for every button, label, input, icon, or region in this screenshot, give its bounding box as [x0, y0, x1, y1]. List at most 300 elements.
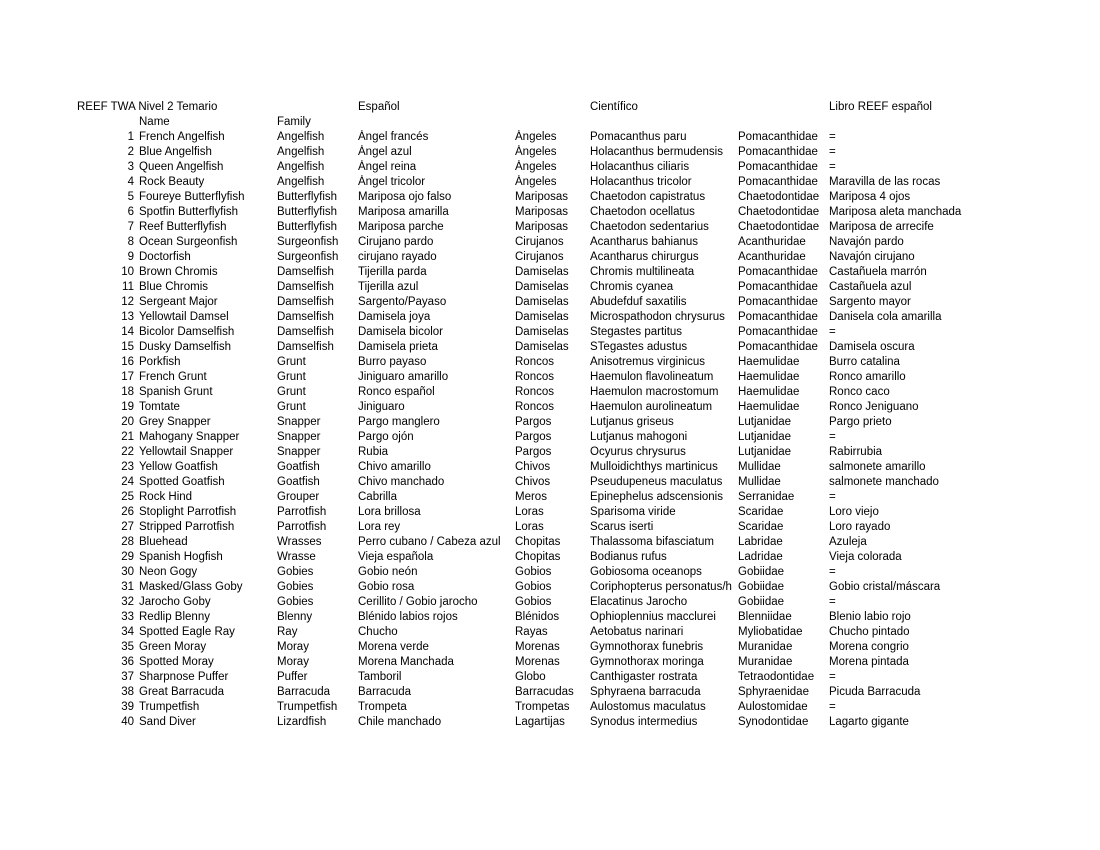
scientific-name-cell: Chaetodon ocellatus — [590, 206, 695, 218]
table-row — [0, 160, 1100, 175]
reef-book-name-cell: Castañuela azul — [829, 281, 912, 293]
table-row — [0, 505, 1100, 520]
row-number-cell: 38 — [121, 686, 134, 698]
spanish-family-cell: Damiselas — [515, 341, 569, 353]
libro-header: Libro REEF español — [829, 101, 932, 113]
table-row — [0, 370, 1100, 385]
family-cell: Grunt — [277, 371, 306, 383]
row-number-cell: 24 — [121, 476, 134, 488]
table-row — [0, 640, 1100, 655]
scientific-name-cell: Holacanthus ciliaris — [590, 161, 690, 173]
scientific-name-cell: Coriphopterus personatus/h — [590, 581, 732, 593]
common-name-cell: Blue Chromis — [139, 281, 209, 293]
common-name-cell: Sharpnose Puffer — [139, 671, 229, 683]
reef-book-name-cell: = — [829, 566, 836, 578]
scientific-family-cell: Muranidae — [738, 641, 793, 653]
spanish-family-cell: Meros — [515, 491, 547, 503]
scientific-family-cell: Chaetodontidae — [738, 221, 820, 233]
table-row — [0, 415, 1100, 430]
table-row — [0, 235, 1100, 250]
spanish-name-cell: Lora rey — [358, 521, 401, 533]
spanish-name-cell: Vieja española — [358, 551, 434, 563]
table-row — [0, 325, 1100, 340]
spanish-name-cell: Lora brillosa — [358, 506, 421, 518]
spanish-name-cell: Pargo ojón — [358, 431, 414, 443]
spanish-family-cell: Chivos — [515, 476, 551, 488]
table-row — [0, 595, 1100, 610]
row-number-cell: 33 — [121, 611, 134, 623]
reef-book-name-cell: Mariposa de arrecife — [829, 221, 934, 233]
reef-book-name-cell: Ronco Jeniguano — [829, 401, 919, 413]
scientific-name-cell: Microspathodon chrysurus — [590, 311, 725, 323]
spanish-family-cell: Ángeles — [515, 146, 557, 158]
row-number-cell: 18 — [121, 386, 134, 398]
common-name-cell: Stripped Parrotfish — [139, 521, 235, 533]
table-row — [0, 220, 1100, 235]
scientific-name-cell: Haemulon flavolineatum — [590, 371, 714, 383]
spanish-name-cell: Blénido labios rojos — [358, 611, 458, 623]
scientific-family-cell: Ladridae — [738, 551, 783, 563]
common-name-cell: Grey Snapper — [139, 416, 211, 428]
common-name-cell: Masked/Glass Goby — [139, 581, 243, 593]
family-cell: Angelfish — [277, 146, 325, 158]
scientific-family-cell: Gobiidae — [738, 581, 785, 593]
table-row — [0, 265, 1100, 280]
scientific-family-cell: Pomacanthidae — [738, 296, 818, 308]
row-number-cell: 17 — [121, 371, 134, 383]
spanish-family-cell: Gobios — [515, 566, 552, 578]
scientific-name-cell: Scarus iserti — [590, 521, 654, 533]
common-name-cell: Spotted Goatfish — [139, 476, 225, 488]
table-row — [0, 250, 1100, 265]
spanish-family-cell: Chopitas — [515, 536, 561, 548]
spanish-family-cell: Globo — [515, 671, 546, 683]
header-row-1 — [0, 100, 1100, 115]
reef-book-name-cell: Morena pintada — [829, 656, 909, 668]
reef-book-name-cell: Picuda Barracuda — [829, 686, 921, 698]
scientific-name-cell: Haemulon macrostomum — [590, 386, 719, 398]
spanish-family-cell: Morenas — [515, 656, 560, 668]
spanish-name-cell: cirujano rayado — [358, 251, 437, 263]
common-name-cell: Rock Beauty — [139, 176, 205, 188]
scientific-family-cell: Gobiidae — [738, 596, 785, 608]
scientific-family-cell: Myliobatidae — [738, 626, 803, 638]
row-number-cell: 9 — [127, 251, 134, 263]
scientific-family-cell: Chaetodontidae — [738, 206, 820, 218]
scientific-family-cell: Pomacanthidae — [738, 131, 818, 143]
spanish-name-cell: Trompeta — [358, 701, 407, 713]
row-number-cell: 7 — [127, 221, 134, 233]
common-name-cell: French Angelfish — [139, 131, 225, 143]
reef-book-name-cell: Blenio labio rojo — [829, 611, 911, 623]
table-row — [0, 565, 1100, 580]
sheet-title: REEF TWA Nivel 2 Temario — [77, 101, 218, 113]
common-name-cell: Spotfin Butterflyfish — [139, 206, 239, 218]
scientific-name-cell: Mulloidichthys martinicus — [590, 461, 718, 473]
scientific-family-cell: Scaridae — [738, 521, 784, 533]
spanish-name-cell: Morena verde — [358, 641, 429, 653]
family-cell: Butterflyfish — [277, 221, 338, 233]
family-cell: Moray — [277, 656, 309, 668]
scientific-name-cell: Elacatinus Jarocho — [590, 596, 688, 608]
table-row — [0, 145, 1100, 160]
row-number-cell: 30 — [121, 566, 134, 578]
table-row — [0, 490, 1100, 505]
family-cell: Damselfish — [277, 296, 334, 308]
row-number-cell: 8 — [127, 236, 134, 248]
spanish-family-cell: Morenas — [515, 641, 560, 653]
reef-book-name-cell: = — [829, 671, 836, 683]
row-number-cell: 10 — [121, 266, 134, 278]
reef-book-name-cell: Lagarto gigante — [829, 716, 909, 728]
spanish-name-cell: Morena Manchada — [358, 656, 454, 668]
table-row — [0, 190, 1100, 205]
reef-book-name-cell: Sargento mayor — [829, 296, 911, 308]
spanish-family-cell: Roncos — [515, 401, 554, 413]
family-cell: Damselfish — [277, 281, 334, 293]
spanish-name-cell: Chivo manchado — [358, 476, 445, 488]
spanish-name-cell: Jiniguaro amarillo — [358, 371, 449, 383]
common-name-cell: Redlip Blenny — [139, 611, 210, 623]
row-number-cell: 37 — [121, 671, 134, 683]
family-cell: Moray — [277, 641, 309, 653]
scientific-family-cell: Haemulidae — [738, 386, 800, 398]
spanish-family-cell: Lagartijas — [515, 716, 565, 728]
family-cell: Wrasses — [277, 536, 322, 548]
spanish-name-cell: Jiniguaro — [358, 401, 405, 413]
spanish-name-cell: Ángel reina — [358, 161, 417, 173]
family-cell: Parrotfish — [277, 521, 327, 533]
family-cell: Surgeonfish — [277, 251, 339, 263]
family-cell: Lizardfish — [277, 716, 327, 728]
scientific-name-cell: Sphyraena barracuda — [590, 686, 701, 698]
family-cell: Gobies — [277, 581, 314, 593]
scientific-family-cell: Lutjanidae — [738, 431, 792, 443]
table-row — [0, 460, 1100, 475]
common-name-cell: Spanish Hogfish — [139, 551, 223, 563]
common-name-cell: Sand Diver — [139, 716, 196, 728]
scientific-name-cell: Haemulon aurolineatum — [590, 401, 713, 413]
table-row — [0, 175, 1100, 190]
scientific-family-cell: Pomacanthidae — [738, 281, 818, 293]
common-name-cell: Trumpetfish — [139, 701, 200, 713]
table-row — [0, 580, 1100, 595]
spanish-name-cell: Pargo manglero — [358, 416, 440, 428]
table-row — [0, 610, 1100, 625]
reef-book-name-cell: Morena congrio — [829, 641, 909, 653]
row-number-cell: 27 — [121, 521, 134, 533]
scientific-name-cell: Aetobatus narinari — [590, 626, 684, 638]
row-number-cell: 11 — [122, 281, 134, 293]
reef-book-name-cell: Vieja colorada — [829, 551, 902, 563]
spanish-name-cell: Barracuda — [358, 686, 412, 698]
spanish-family-cell: Ángeles — [515, 131, 557, 143]
table-row — [0, 385, 1100, 400]
family-cell: Snapper — [277, 446, 321, 458]
spanish-name-cell: Cirujano pardo — [358, 236, 434, 248]
table-row — [0, 400, 1100, 415]
table-row — [0, 445, 1100, 460]
spanish-family-cell: Mariposas — [515, 221, 569, 233]
spanish-family-cell: Roncos — [515, 356, 554, 368]
spanish-name-cell: Cabrilla — [358, 491, 397, 503]
table-row — [0, 685, 1100, 700]
family-cell: Gobies — [277, 596, 314, 608]
scientific-family-cell: Haemulidae — [738, 356, 800, 368]
scientific-family-cell: Chaetodontidae — [738, 191, 820, 203]
scientific-name-cell: Gobiosoma oceanops — [590, 566, 702, 578]
common-name-cell: Yellowtail Damsel — [139, 311, 229, 323]
common-name-cell: Rock Hind — [139, 491, 193, 503]
spanish-name-cell: Burro payaso — [358, 356, 427, 368]
common-name-cell: Stoplight Parrotfish — [139, 506, 237, 518]
reef-book-name-cell: Pargo prieto — [829, 416, 892, 428]
spanish-name-cell: Chivo amarillo — [358, 461, 431, 473]
scientific-name-cell: Anisotremus virginicus — [590, 356, 706, 368]
spanish-family-cell: Gobios — [515, 581, 552, 593]
spanish-family-cell: Roncos — [515, 386, 554, 398]
scientific-name-cell: Acantharus chirurgus — [590, 251, 699, 263]
table-row — [0, 715, 1100, 730]
spanish-family-cell: Cirujanos — [515, 251, 564, 263]
reef-book-name-cell: Castañuela marrón — [829, 266, 927, 278]
common-name-cell: Great Barracuda — [139, 686, 225, 698]
reef-book-name-cell: Loro rayado — [829, 521, 891, 533]
reef-book-name-cell: = — [829, 491, 836, 503]
row-number-cell: 13 — [121, 311, 134, 323]
common-name-cell: Spotted Moray — [139, 656, 214, 668]
family-cell: Grouper — [277, 491, 320, 503]
scientific-family-cell: Sphyraenidae — [738, 686, 809, 698]
table-row — [0, 655, 1100, 670]
row-number-cell: 39 — [121, 701, 134, 713]
spanish-family-cell: Pargos — [515, 416, 552, 428]
common-name-cell: Foureye Butterflyfish — [139, 191, 245, 203]
scientific-name-cell: Sparisoma viride — [590, 506, 676, 518]
spanish-family-cell: Loras — [515, 521, 544, 533]
spanish-name-cell: Mariposa parche — [358, 221, 444, 233]
reef-book-name-cell: Danisela cola amarilla — [829, 311, 942, 323]
scientific-name-cell: STegastes adustus — [590, 341, 688, 353]
scientific-name-cell: Stegastes partitus — [590, 326, 683, 338]
row-number-cell: 4 — [127, 176, 134, 188]
common-name-cell: Queen Angelfish — [139, 161, 224, 173]
scientific-name-cell: Pomacanthus paru — [590, 131, 687, 143]
table-row — [0, 625, 1100, 640]
spanish-family-cell: Barracudas — [515, 686, 574, 698]
reef-book-name-cell: Mariposa 4 ojos — [829, 191, 911, 203]
common-name-cell: Dusky Damselfish — [139, 341, 232, 353]
scientific-family-cell: Labridae — [738, 536, 783, 548]
common-name-cell: Mahogany Snapper — [139, 431, 240, 443]
spanish-family-cell: Trompetas — [515, 701, 570, 713]
table-row — [0, 130, 1100, 145]
spanish-family-cell: Pargos — [515, 431, 552, 443]
row-number-cell: 1 — [127, 131, 134, 143]
spanish-family-cell: Chopitas — [515, 551, 561, 563]
scientific-name-cell: Aulostomus maculatus — [590, 701, 706, 713]
scientific-family-cell: Blenniidae — [738, 611, 792, 623]
family-cell: Grunt — [277, 401, 306, 413]
scientific-name-cell: Ophioplennius macclurei — [590, 611, 716, 623]
reef-book-name-cell: Damisela oscura — [829, 341, 915, 353]
spanish-family-cell: Ángeles — [515, 176, 557, 188]
spanish-name-cell: Ángel tricolor — [358, 176, 426, 188]
scientific-family-cell: Synodontidae — [738, 716, 809, 728]
family-cell: Grunt — [277, 356, 306, 368]
family-cell: Gobies — [277, 566, 314, 578]
common-name-cell: Bluehead — [139, 536, 188, 548]
table-row — [0, 520, 1100, 535]
spanish-name-cell: Gobio neón — [358, 566, 418, 578]
reef-book-name-cell: Mariposa aleta manchada — [829, 206, 962, 218]
row-number-cell: 19 — [121, 401, 134, 413]
family-cell: Surgeonfish — [277, 236, 339, 248]
row-number-cell: 40 — [121, 716, 134, 728]
header-row-2 — [0, 115, 1100, 130]
reef-book-name-cell: Ronco amarillo — [829, 371, 906, 383]
common-name-cell: Green Moray — [139, 641, 207, 653]
scientific-family-cell: Pomacanthidae — [738, 341, 818, 353]
family-cell: Parrotfish — [277, 506, 327, 518]
reef-book-name-cell: = — [829, 596, 836, 608]
spanish-name-cell: Chucho — [358, 626, 398, 638]
family-cell: Snapper — [277, 416, 321, 428]
reef-book-name-cell: Ronco caco — [829, 386, 890, 398]
row-number-cell: 35 — [121, 641, 134, 653]
scientific-name-cell: Chaetodon capistratus — [590, 191, 706, 203]
scientific-name-cell: Holacanthus bermudensis — [590, 146, 723, 158]
scientific-family-cell: Haemulidae — [738, 371, 800, 383]
scientific-name-cell: Canthigaster rostrata — [590, 671, 698, 683]
spanish-name-cell: Ángel francés — [358, 131, 429, 143]
spanish-family-cell: Loras — [515, 506, 544, 518]
table-row — [0, 280, 1100, 295]
row-number-cell: 28 — [121, 536, 134, 548]
scientific-family-cell: Pomacanthidae — [738, 146, 818, 158]
family-cell: Snapper — [277, 431, 321, 443]
reef-book-name-cell: = — [829, 131, 836, 143]
scientific-family-cell: Mullidae — [738, 476, 781, 488]
spanish-family-cell: Damiselas — [515, 266, 569, 278]
family-cell: Trumpetfish — [277, 701, 338, 713]
scientific-name-cell: Epinephelus adscensionis — [590, 491, 723, 503]
scientific-name-cell: Lutjanus mahogoni — [590, 431, 688, 443]
table-row — [0, 295, 1100, 310]
scientific-name-cell: Synodus intermedius — [590, 716, 698, 728]
family-cell: Damselfish — [277, 311, 334, 323]
table-row — [0, 205, 1100, 220]
reef-book-name-cell: Rabirrubia — [829, 446, 883, 458]
scientific-family-cell: Pomacanthidae — [738, 311, 818, 323]
spanish-family-cell: Pargos — [515, 446, 552, 458]
table-row — [0, 550, 1100, 565]
spanish-family-cell: Damiselas — [515, 311, 569, 323]
scientific-name-cell: Abudefduf saxatilis — [590, 296, 687, 308]
spanish-family-cell: Damiselas — [515, 296, 569, 308]
spanish-family-cell: Damiselas — [515, 326, 569, 338]
cientifico-header: Científico — [590, 101, 638, 113]
common-name-cell: Neon Gogy — [139, 566, 198, 578]
table-row — [0, 310, 1100, 325]
espanol-header: Español — [358, 101, 400, 113]
family-cell: Goatfish — [277, 461, 320, 473]
reef-book-name-cell: salmonete amarillo — [829, 461, 926, 473]
spanish-family-cell: Roncos — [515, 371, 554, 383]
family-cell: Grunt — [277, 386, 306, 398]
reef-book-name-cell: Loro viejo — [829, 506, 879, 518]
spanish-name-cell: Tamboril — [358, 671, 402, 683]
row-number-cell: 16 — [121, 356, 134, 368]
spanish-name-cell: Perro cubano / Cabeza azul — [358, 536, 501, 548]
table-row — [0, 700, 1100, 715]
common-name-cell: Tomtate — [139, 401, 180, 413]
spanish-name-cell: Gobio rosa — [358, 581, 415, 593]
scientific-family-cell: Acanthuridae — [738, 251, 806, 263]
scientific-family-cell: Muranidae — [738, 656, 793, 668]
spanish-name-cell: Cerillito / Gobio jarocho — [358, 596, 478, 608]
scientific-name-cell: Thalassoma bifasciatum — [590, 536, 714, 548]
common-name-cell: Reef Butterflyfish — [139, 221, 227, 233]
table-row — [0, 535, 1100, 550]
family-cell: Angelfish — [277, 131, 325, 143]
table-row — [0, 340, 1100, 355]
reef-book-name-cell: = — [829, 431, 836, 443]
table-row — [0, 430, 1100, 445]
row-number-cell: 3 — [127, 161, 134, 173]
spanish-name-cell: Rubia — [358, 446, 389, 458]
spanish-family-cell: Mariposas — [515, 206, 569, 218]
scientific-name-cell: Bodianus rufus — [590, 551, 667, 563]
reef-book-name-cell: salmonete manchado — [829, 476, 939, 488]
reef-book-name-cell: = — [829, 326, 836, 338]
scientific-family-cell: Gobiidae — [738, 566, 785, 578]
scientific-name-cell: Pseudupeneus maculatus — [590, 476, 723, 488]
spanish-family-cell: Chivos — [515, 461, 551, 473]
row-number-cell: 14 — [121, 326, 134, 338]
scientific-family-cell: Lutjanidae — [738, 446, 792, 458]
row-number-cell: 34 — [121, 626, 134, 638]
spanish-family-cell: Rayas — [515, 626, 548, 638]
scientific-name-cell: Acantharus bahianus — [590, 236, 699, 248]
spanish-name-cell: Damisela joya — [358, 311, 431, 323]
table-row — [0, 670, 1100, 685]
spanish-name-cell: Chile manchado — [358, 716, 442, 728]
family-cell: Wrasse — [277, 551, 316, 563]
scientific-family-cell: Pomacanthidae — [738, 326, 818, 338]
reef-book-name-cell: Navajón pardo — [829, 236, 904, 248]
common-name-cell: Porkfish — [139, 356, 181, 368]
row-number-cell: 26 — [121, 506, 134, 518]
row-number-cell: 22 — [121, 446, 134, 458]
scientific-family-cell: Pomacanthidae — [738, 176, 818, 188]
common-name-cell: Bicolor Damselfish — [139, 326, 235, 338]
name-header: Name — [139, 116, 170, 128]
reef-book-name-cell: Azuleja — [829, 536, 867, 548]
scientific-name-cell: Gymnothorax moringa — [590, 656, 704, 668]
scientific-family-cell: Scaridae — [738, 506, 784, 518]
row-number-cell: 2 — [127, 146, 134, 158]
species-sheet — [0, 100, 1100, 730]
scientific-name-cell: Chromis multilineata — [590, 266, 695, 278]
spanish-family-cell: Mariposas — [515, 191, 569, 203]
row-number-cell: 20 — [121, 416, 134, 428]
family-cell: Blenny — [277, 611, 313, 623]
scientific-family-cell: Acanthuridae — [738, 236, 806, 248]
common-name-cell: Blue Angelfish — [139, 146, 212, 158]
row-number-cell: 23 — [121, 461, 134, 473]
row-number-cell: 36 — [121, 656, 134, 668]
